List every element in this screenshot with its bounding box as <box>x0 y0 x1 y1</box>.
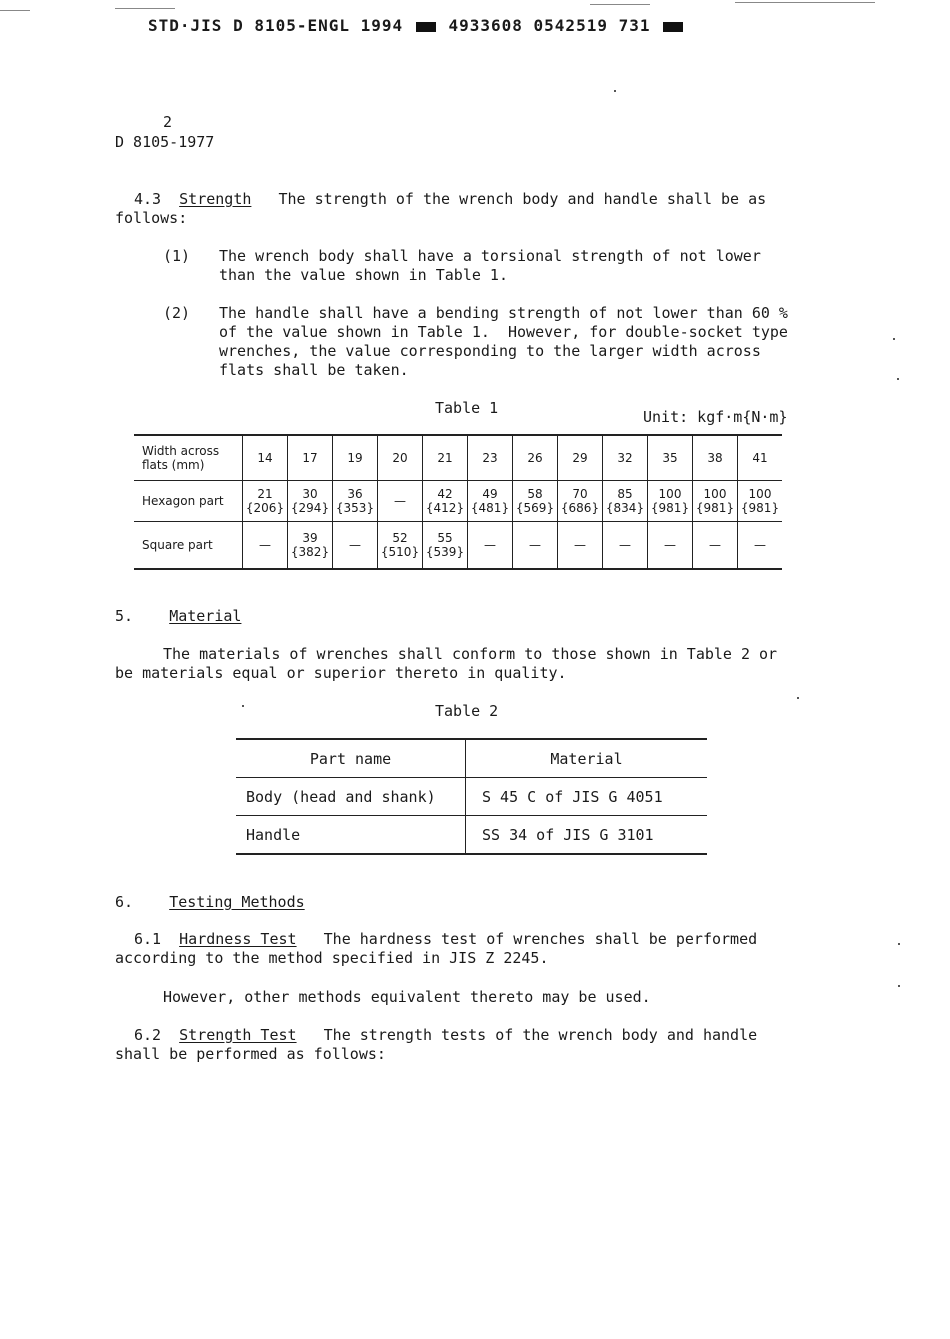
cell-value: — <box>709 538 721 552</box>
table-cell <box>513 481 558 522</box>
cell-value: 70 <box>572 487 588 501</box>
table-cell <box>693 481 738 522</box>
cell-value-nm: {412} <box>425 501 465 515</box>
scan-speck <box>242 705 244 707</box>
table-cell <box>243 522 288 570</box>
cell-value-nm: {569} <box>515 501 555 515</box>
cell-value-nm: {481} <box>470 501 510 515</box>
doc-id: D 8105-1977 <box>115 133 215 151</box>
table-cell <box>558 481 603 522</box>
cell-value: 42 <box>437 487 453 501</box>
table-row <box>134 522 782 570</box>
table-1-unit: Unit: kgf·m{N·m} <box>643 408 788 426</box>
item-2-line: of the value shown in Table 1. However, for double-socket type <box>219 323 788 341</box>
row-header-line: Width across <box>142 444 220 458</box>
section-text: The strength of the wrench body and handle shall be as <box>278 190 767 208</box>
item-2-line: flats shall be taken. <box>219 361 409 379</box>
table-cell: Body (head and shank) <box>236 778 466 816</box>
scan-speck <box>897 378 899 380</box>
cell-value-nm: {981} <box>695 501 735 515</box>
cell-value-nm: {686} <box>560 501 600 515</box>
table-cell: 38 <box>693 435 738 481</box>
column-header: Part name <box>236 739 466 778</box>
cell-value: — <box>664 538 676 552</box>
table-row <box>236 816 707 855</box>
header-codes: 4933608 0542519 731 <box>448 16 651 35</box>
section-5-line: be materials equal or superior thereto in quality. <box>115 664 567 682</box>
table-row <box>134 435 782 481</box>
scan-line <box>590 4 650 5</box>
table-cell <box>378 522 423 570</box>
section-title: Testing Methods <box>169 893 305 911</box>
cell-value: 85 <box>617 487 633 501</box>
cell-value: — <box>754 538 766 552</box>
table-cell <box>603 522 648 570</box>
section-title: Material <box>169 607 242 625</box>
table-cell <box>288 481 333 522</box>
section-number: 5. <box>115 607 134 625</box>
section-text: The strength tests of the wrench body and handle <box>323 1026 758 1044</box>
table-cell: 21 <box>423 435 468 481</box>
item-1-number: (1) <box>163 247 191 265</box>
table-cell: S 45 C of JIS G 4051 <box>466 778 708 816</box>
table-cell <box>603 481 648 522</box>
table-cell <box>693 522 738 570</box>
scan-line <box>115 8 175 9</box>
section-6-heading <box>115 893 305 912</box>
section-number: 4.3 <box>134 190 162 208</box>
table-cell <box>423 481 468 522</box>
table-cell <box>738 522 783 570</box>
cell-value-nm: {510} <box>380 545 420 559</box>
item-1-line: than the value shown in Table 1. <box>219 266 508 284</box>
row-header <box>134 435 243 481</box>
cell-value: 36 <box>347 487 363 501</box>
row-header-line: flats (mm) <box>142 458 205 472</box>
cell-value: — <box>484 538 496 552</box>
table-cell: 20 <box>378 435 423 481</box>
black-bar-mark <box>416 22 436 32</box>
cell-value: 49 <box>482 487 498 501</box>
cell-value: 58 <box>527 487 543 501</box>
table-cell <box>468 481 513 522</box>
item-2-number: (2) <box>163 304 191 322</box>
section-5-heading <box>115 607 241 626</box>
item-1-line: The wrench body shall have a torsional strength of not lower <box>219 247 761 265</box>
section-4-3-line1 <box>134 190 766 209</box>
row-header: Hexagon part <box>142 494 224 508</box>
table-cell <box>333 522 378 570</box>
table-cell <box>333 481 378 522</box>
cell-value: 21 <box>257 487 273 501</box>
table-cell <box>648 522 693 570</box>
section-title: Hardness Test <box>179 930 297 948</box>
table-cell: Handle <box>236 816 466 855</box>
column-header: Material <box>466 739 708 778</box>
table-cell <box>648 481 693 522</box>
row-header: Square part <box>142 538 213 552</box>
table-cell: 14 <box>243 435 288 481</box>
scan-line <box>0 10 30 11</box>
cell-value-nm: {294} <box>290 501 330 515</box>
table-cell <box>243 481 288 522</box>
cell-value-nm: {206} <box>245 501 285 515</box>
cell-value-nm: {981} <box>650 501 690 515</box>
cell-value: — <box>394 494 406 508</box>
document-header <box>148 16 685 35</box>
cell-value: 100 <box>703 487 727 501</box>
table-2-caption: Table 2 <box>435 702 499 720</box>
table-cell: 35 <box>648 435 693 481</box>
scan-speck <box>797 697 799 699</box>
cell-value-nm: {539} <box>425 545 465 559</box>
table-1-caption: Table 1 <box>435 399 499 417</box>
scan-speck <box>898 943 900 945</box>
cell-value: 30 <box>302 487 318 501</box>
section-5-line: The materials of wrenches shall conform to those shown in Table 2 or <box>163 645 778 663</box>
section-6-1-line1 <box>134 930 757 949</box>
cell-value-nm: {382} <box>290 545 330 559</box>
scan-line <box>735 2 875 3</box>
table-row <box>134 481 782 522</box>
section-number: 6. <box>115 893 134 911</box>
scan-speck <box>898 985 900 987</box>
section-4-3-line2: follows: <box>115 209 188 227</box>
cell-value-nm: {353} <box>335 501 375 515</box>
section-number: 6.1 <box>134 930 162 948</box>
section-6-2-line2: shall be performed as follows: <box>115 1045 386 1063</box>
cell-value: 55 <box>437 531 453 545</box>
section-title: Strength <box>179 190 252 208</box>
table-header-row <box>236 739 707 778</box>
cell-value: — <box>619 538 631 552</box>
table-1 <box>134 434 782 570</box>
std-code: STD·JIS D 8105-ENGL 1994 <box>148 16 404 35</box>
cell-value: — <box>529 538 541 552</box>
cell-value-nm: {981} <box>740 501 780 515</box>
table-cell <box>468 522 513 570</box>
table-cell: 29 <box>558 435 603 481</box>
section-text: The hardness test of wrenches shall be performed <box>323 930 758 948</box>
table-cell: 26 <box>513 435 558 481</box>
table-cell <box>288 522 333 570</box>
section-6-1-line3: However, other methods equivalent thereto may be used. <box>163 988 651 1006</box>
page-number: 2 <box>163 113 173 131</box>
table-cell: 32 <box>603 435 648 481</box>
table-cell <box>378 481 423 522</box>
table-2 <box>236 738 707 855</box>
cell-value: 100 <box>658 487 682 501</box>
cell-value: — <box>574 538 586 552</box>
section-6-1-line2: according to the method specified in JIS Z 2245. <box>115 949 549 967</box>
table-row <box>236 778 707 816</box>
scan-speck <box>614 90 616 92</box>
section-6-2-line1 <box>134 1026 757 1045</box>
cell-value: 52 <box>392 531 408 545</box>
table-cell <box>513 522 558 570</box>
table-cell: 23 <box>468 435 513 481</box>
cell-value: — <box>259 538 271 552</box>
section-title: Strength Test <box>179 1026 297 1044</box>
cell-value: — <box>349 538 361 552</box>
cell-value-nm: {834} <box>605 501 645 515</box>
section-number: 6.2 <box>134 1026 162 1044</box>
cell-value: 100 <box>748 487 772 501</box>
table-cell: 41 <box>738 435 783 481</box>
black-bar-mark <box>663 22 683 32</box>
table-cell: 19 <box>333 435 378 481</box>
scan-speck <box>893 338 895 340</box>
table-cell: 17 <box>288 435 333 481</box>
table-cell <box>423 522 468 570</box>
table-cell <box>558 522 603 570</box>
item-2-line: wrenches, the value corresponding to the larger width across <box>219 342 761 360</box>
cell-value: 39 <box>302 531 318 545</box>
item-2-line: The handle shall have a bending strength of not lower than 60 % <box>219 304 788 322</box>
table-cell: SS 34 of JIS G 3101 <box>482 825 654 844</box>
table-cell <box>738 481 783 522</box>
